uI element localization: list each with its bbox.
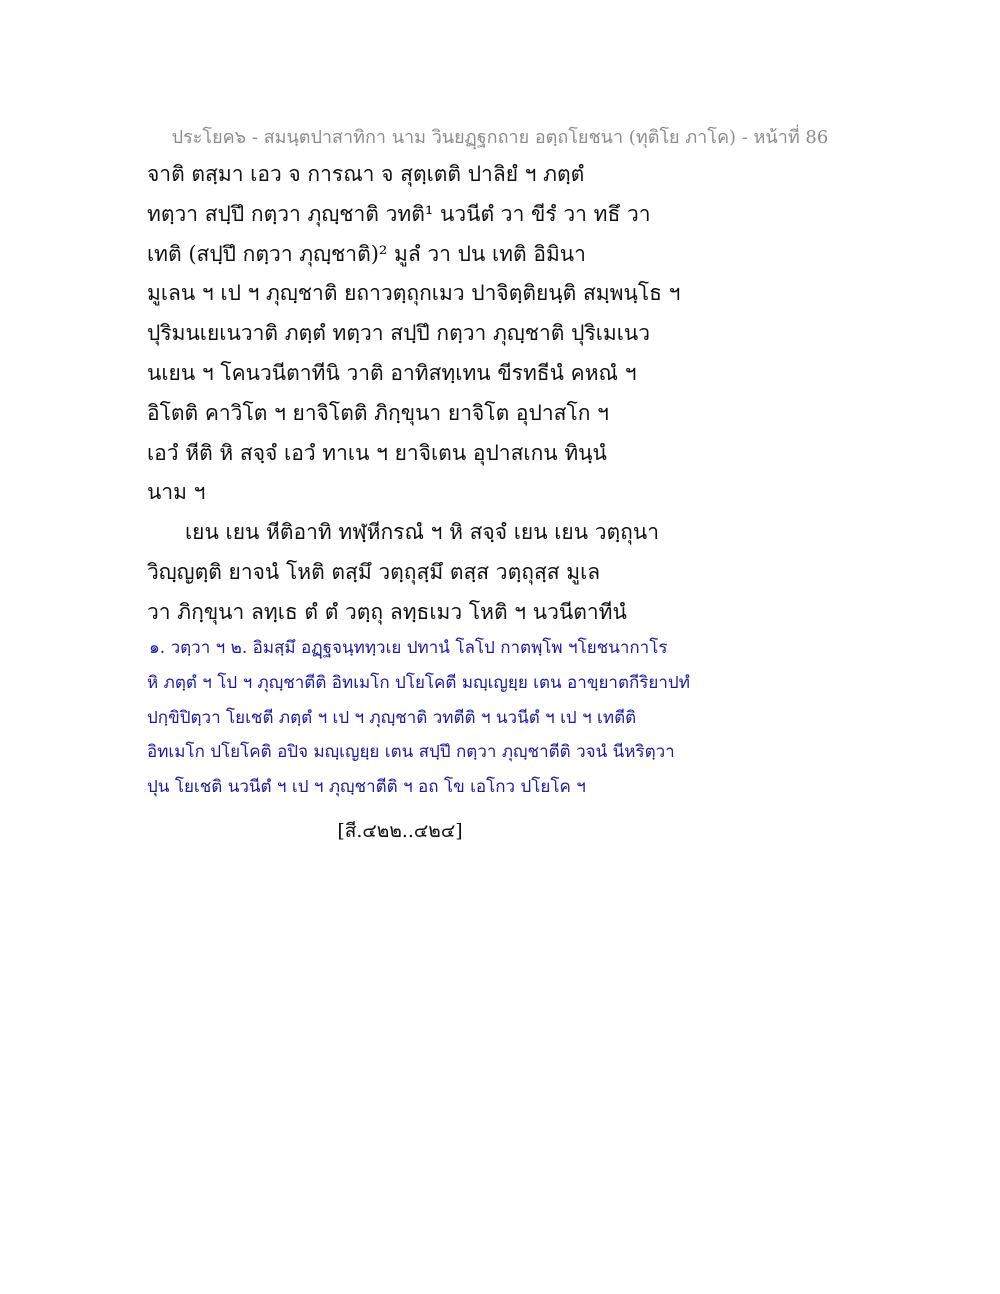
text-line: วิญฺญตฺติ ยาจนํ โหติ ตสฺมึ วตฺถุสฺมึ ตสฺส วตฺถุสฺส มูเล [147, 559, 601, 584]
footnote-line: ปุน โยเชติ นวนีตํ ฯ เป ฯ ภุญฺชาตีติ ฯ อถ โข เอโกว ปโยโค ฯ [147, 777, 586, 798]
text-line: นเยน ฯ โคนวนีตาทีนิ วาติ อาทิสทฺเทน ขีรทธีนํ คหณํ ฯ [147, 360, 637, 385]
running-title: ประโยค๖ - สมนฺตปาสาทิกา นาม วินยฏฺฐกถาย อตฺถโยชนา (ทุติโย ภาโค) - หน้าที่ 86 [171, 127, 829, 148]
footnote-line: ปกฺขิปิตฺวา โยเชตี ภตฺตํ ฯ เป ฯ ภุญฺชาติ วทตีติ ฯ นวนีตํ ฯ เป ฯ เทตีติ [147, 707, 637, 728]
paragraph-first-line: เยน เยน หีติอาทิ ทฬฺหีกรณํ ฯ หิ สจฺจํ เยน เยน วตฺถุนา [185, 520, 660, 545]
source-citation: [สี.๔๒๒..๔๒๔] [337, 820, 463, 842]
footnotes [147, 636, 867, 810]
text-line: จาติ ตสฺมา เอว จ การณา จ สุตฺเตติ ปาลิยํ ฯ ภตฺตํ [147, 162, 585, 186]
main-text [147, 160, 867, 638]
footnote-line: หิ ภตฺตํ ฯ โป ฯ ภุญฺชาตีติ อิทเมโก ปโยโคตี มญฺเญยฺย เตน อาขฺยาตกีริยาปทํ [147, 672, 690, 693]
text-line: วา ภิกฺขุนา ลทฺเธ ตํ ตํ วตฺถุ ลทฺธเมว โหติ ฯ นวนีตาทีนํ [147, 599, 627, 624]
text-line: อิโตติ คาวิโต ฯ ยาจิโตติ ภิกฺขุนา ยาจิโต อุปาสโก ฯ [147, 400, 609, 425]
text-line: นาม ฯ [147, 480, 206, 505]
text-line: ปุริมนเยเนวาติ ภตฺตํ ทตฺวา สปฺปึ กตฺวา ภุญฺชาติ ปุริเมเนว [147, 321, 651, 346]
text-line: เทติ (สปฺปึ กตฺวา ภุญฺชาติ)² มูลํ วา ปน เทติ อิมินา [147, 241, 586, 266]
text-line: มูเลน ฯ เป ฯ ภุญฺชาติ ยถาวตฺถุกเมว ปาจิตฺติยนฺติ สมฺพนฺโธ ฯ [147, 281, 681, 306]
footnote-line: อิทเมโก ปโยโคติ อปิจ มญฺเญยฺย เตน สปฺปึ กตฺวา ภุญฺชาตีติ วจนํ นีหริตฺวา [147, 742, 675, 763]
footnote-line: ๑. วตฺวา ฯ ๒. อิมสฺมึ อฏฺฐจนฺททฺวเย ปทานํ โลโป กาตพฺโพ ฯโยชนากาโร [149, 638, 668, 658]
running-header [0, 122, 1000, 151]
text-line: เอวํ หีติ หิ สจฺจํ เอวํ ทาเน ฯ ยาจิเตน อุปาสเกน ทินฺนํ [147, 440, 607, 465]
text-line: ทตฺวา สปฺปึ กตฺวา ภุญฺชาติ วทติ¹ นวนีตํ วา ขีรํ วา ทธึ วา [147, 201, 651, 226]
